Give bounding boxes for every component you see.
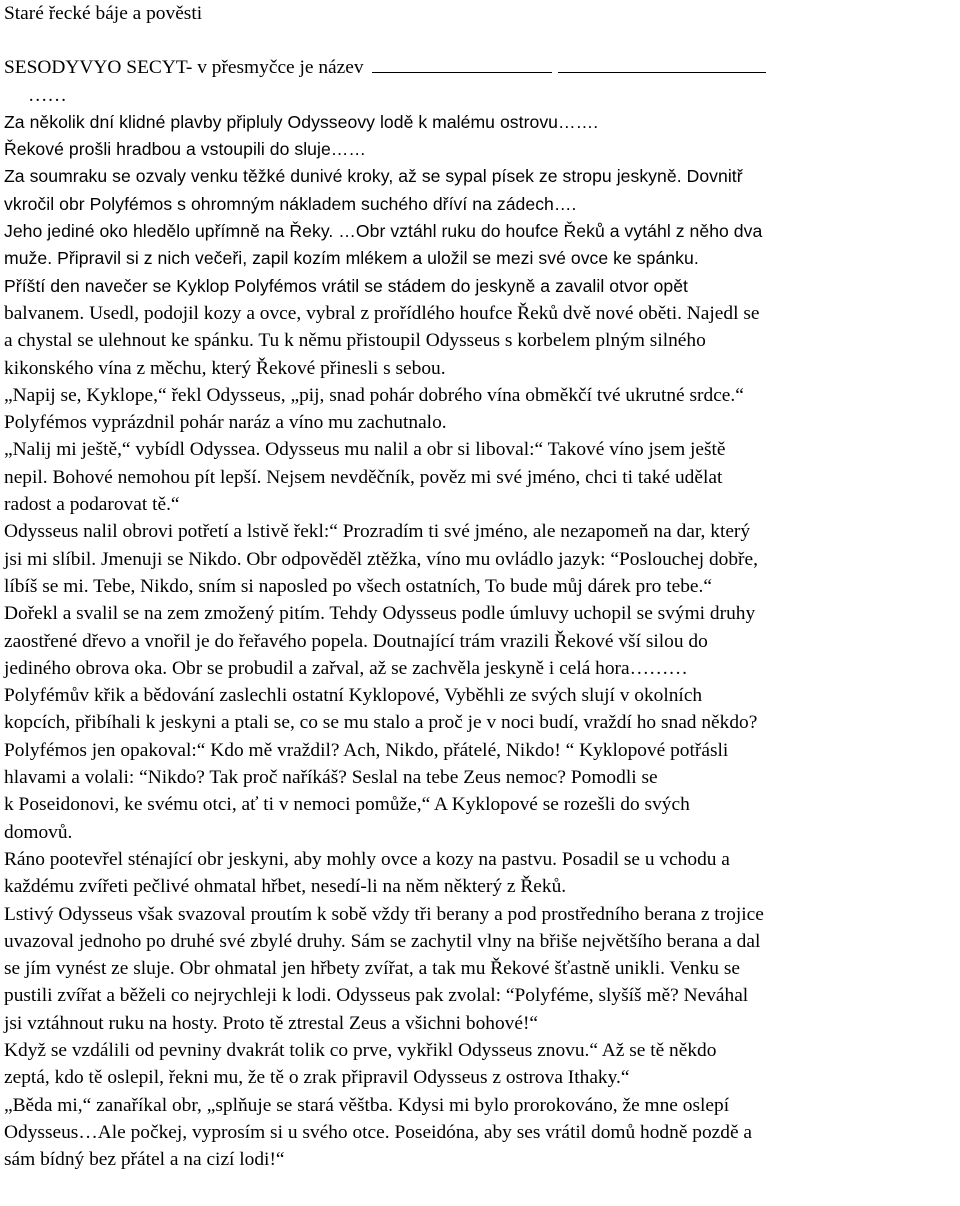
text-line: vkročil obr Polyfémos s ohromným nákladem suchého dříví na zádech…. [4,193,577,214]
answer-blank-1 [372,54,552,73]
text-line: radost a podarovat tě.“ [4,494,180,516]
text-line: balvanem. Usedl, podojil kozy a ovce, vybral z prořídlého houfce Řeků dvě nové oběti. Najedl se [4,302,760,324]
text-line: Ráno pootevřel sténající obr jeskyni, aby mohly ovce a kozy na pastvu. Posadil se u vchodu a [4,848,730,870]
text-line: Polyfémův křik a bědování zaslechli ostatní Kyklopové, Vyběhli ze svých slují v okolních [4,685,703,707]
text-line: k Poseidonovi, ke svému otci, ať ti v nemoci pomůže,“ A Kyklopové se rozešli do svých [4,794,690,816]
text-line: Řekové prošli hradbou a vstoupili do sluje…… [4,139,367,160]
text-line: Dořekl a svalil se na zem zmožený pitím. Tehdy Odysseus podle úmluvy uchopil se svými druhy [4,603,756,625]
text-line: každému zvířeti pečlivé ohmatal hřbet, nesedí-li na něm některý z Řeků. [4,876,567,898]
answer-blank-2 [558,54,766,73]
text-line: Odysseus nalil obrovi potřetí a lstivě řekl:“ Prozradím ti své jméno, ale nezapomeň na dar, který [4,521,751,543]
text-line: Odysseus…Ale počkej, vyprosím si u svého otce. Poseidóna, aby ses vrátil domů hodně pozdě a [4,1121,753,1143]
story-body [4,300,952,1174]
text-line: pustili zvířat a běželi co nejrychleji k lodi. Odysseus pak zvolal: “Polyféme, slyšíš mě? Neváhal [4,985,749,1007]
text-line: Jeho jediné oko hledělo upřímně na Řeky. …Obr vztáhl ruku do houfce Řeků a vytáhl z něho dva [4,221,763,242]
text-line: kikonského vína z měchu, který Řekové přinesli s sebou. [4,357,446,379]
puzzle-line [4,54,952,81]
text-line: „Běda mi,“ zanaříkal obr, „splňuje se stará věštba. Kdysi mi bylo prorokováno, že mne oslepí [4,1094,730,1116]
puzzle-prefix: SESODYVYO SECYT- v přesmyčce je název [4,57,364,79]
text-line: se jím vynést ze sluje. Obr ohmatal jen hřbety zvířat, a tak mu Řekové šťastně unikli. Venku se [4,958,740,980]
text-line: Polyfémos vyprázdnil pohár naráz a víno mu zachutnalo. [4,412,447,434]
text-line: jsi mi slíbil. Jmenuji se Nikdo. Obr odpověděl ztěžka, víno mu ovládlo jazyk: “Poslouchej dobře, [4,548,758,570]
text-line: Za několik dní klidné plavby připluly Odysseovy lodě k malému ostrovu……. [4,111,599,132]
text-line: zeptá, kdo tě oslepil, řekni mu, že tě o zrak připravil Odysseus z ostrova Ithaky.“ [4,1067,630,1089]
text-line: „Napij se, Kyklope,“ řekl Odysseus, „pij, snad pohár dobrého vína obměkčí tvé ukrutné srdce.“ [4,384,744,406]
text-line: domovů. [4,821,73,843]
blank-spacer [4,27,952,54]
text-line: jsi vztáhnout ruku na hosty. Proto tě ztrestal Zeus a všichni bohové!“ [4,1012,539,1034]
text-line: jediného obrova oka. Obr se probudil a zařval, až se zachvěla jeskyně i celá hora……… [4,657,688,679]
text-line: kopcích, přibíhali k jeskyni a ptali se, co se mu stalo a proč je v noci budí, vraždí ho snad někdo? [4,712,758,734]
text-line: „Nalij mi ještě,“ vybídl Odyssea. Odysseus mu nalil a obr si liboval:“ Takové víno jsem ještě [4,439,726,461]
text-line: uvazoval jednoho po druhé své zbylé druhy. Sám se zachytil vlny na břiše největšího berana a dal [4,930,761,952]
text-line: muže. Připravil si z nich večeři, zapil kozím mlékem a uložil se mezi své ovce ke spánku. [4,248,699,269]
text-line: hlavami a volali: “Nikdo? Tak proč naříkáš? Seslal na tebe Zeus nemoc? Pomodli se [4,767,658,789]
story-intro [4,109,952,300]
text-line: líbíš se mi. Tebe, Nikdo, sním si naposled po všech ostatních, To bude můj dárek pro tebe.“ [4,575,712,597]
puzzle-dots: …… [28,84,67,106]
text-line: zaostřené dřevo a vnořil je do řeřavého popela. Doutnající trám vrazili Řekové vší silou do [4,630,708,652]
text-line: nepil. Bohové nemohou pít lepší. Nejsem nevděčník, pověz mi své jméno, chci ti také udělat [4,466,723,488]
text-line: sám bídný bez přátel a na cizí lodi!“ [4,1149,285,1171]
text-line: Když se vzdálili od pevniny dvakrát tolik co prve, vykřikl Odysseus znovu.“ Až se tě někdo [4,1039,717,1061]
text-line: Příští den navečer se Kyklop Polyfémos vrátil se stádem do jeskyně a zavalil otvor opět [4,275,688,296]
text-line: Za soumraku se ozvaly venku těžké dunivé kroky, až se sypal písek ze stropu jeskyně. Dovnitř [4,166,743,187]
text-line: Polyfémos jen opakoval:“ Kdo mě vraždil? Ach, Nikdo, přátelé, Nikdo! “ Kyklopové potřásli [4,739,729,761]
text-line: a chystal se ulehnout ke spánku. Tu k němu přistoupil Odysseus s korbelem plným silného [4,330,706,352]
text-line: Lstivý Odysseus však svazoval proutím k sobě vždy tři berany a pod prostředního berana z trojice [4,903,764,925]
page-title: Staré řecké báje a pověsti [4,3,203,24]
